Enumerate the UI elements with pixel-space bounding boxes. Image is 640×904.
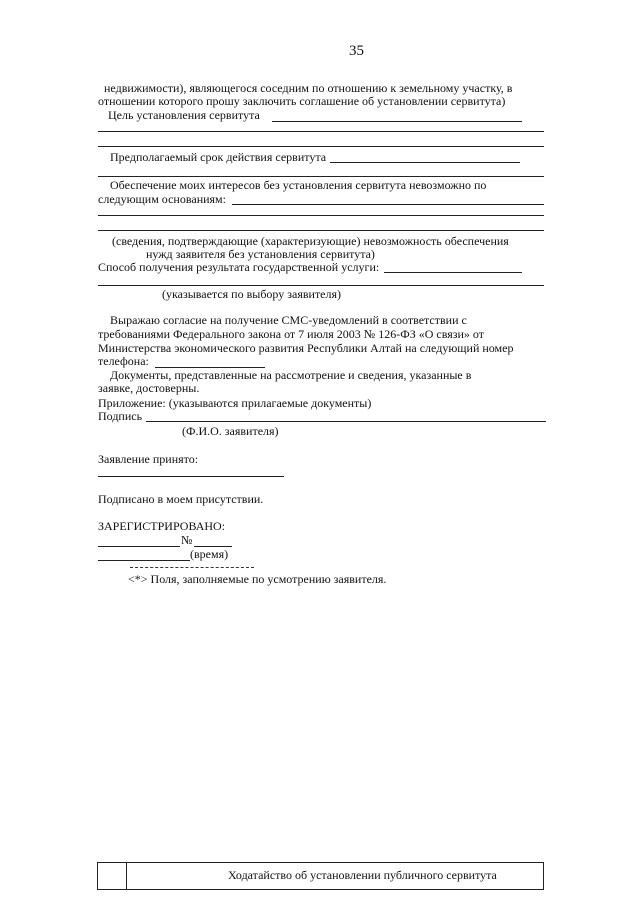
term-label: Предполагаемый срок действия сервитута xyxy=(110,150,327,164)
time-label: (время) xyxy=(190,547,229,561)
hint-text: нужд заявителя без установления сервитута) xyxy=(146,247,375,261)
registered-label: ЗАРЕГИСТРИРОВАНО: xyxy=(98,519,226,533)
grounds-field xyxy=(232,204,544,205)
purpose-field xyxy=(272,121,522,122)
date-field xyxy=(98,546,180,547)
attachment-line: Приложение: (указываются прилагаемые документы) xyxy=(98,396,372,410)
footnote: <*> Поля, заполняемые по усмотрению заявителя. xyxy=(128,572,387,586)
blank-line xyxy=(98,215,544,216)
paragraph-line: Документы, представленные на рассмотрение и сведения, указанные в xyxy=(110,368,472,382)
method-field xyxy=(384,272,522,273)
paragraph-line: требованиями Федерального закона от 7 июля 2003 № 126-ФЗ «О связи» от xyxy=(98,327,484,341)
number-sign: № xyxy=(181,533,193,547)
blank-line xyxy=(98,131,544,132)
paragraph-line: Министерства экономического развития Республики Алтай на следующий номер xyxy=(98,341,514,355)
blank-line xyxy=(98,285,544,286)
method-label: Способ получения результата государственной услуги: xyxy=(98,260,380,274)
page-number: 35 xyxy=(349,43,364,59)
blank-line xyxy=(98,176,544,177)
blank-line xyxy=(98,230,544,231)
paragraph-line: следующим основаниям: xyxy=(98,192,226,206)
signature-label: Подпись xyxy=(98,409,143,423)
accepted-field xyxy=(98,476,284,477)
footer-title: Ходатайство об установлении публичного сервитута xyxy=(228,868,497,882)
signature-field xyxy=(146,421,546,422)
blank-line xyxy=(98,146,544,147)
signed-presence: Подписано в моем присутствии. xyxy=(98,492,264,506)
purpose-label: Цель установления сервитута xyxy=(108,108,260,122)
term-field xyxy=(330,162,520,163)
hint-text: (сведения, подтверждающие (характеризующие) невозможность обеспечения xyxy=(112,234,509,248)
fio-hint: (Ф.И.О. заявителя) xyxy=(182,424,279,438)
footnote-separator xyxy=(130,567,254,568)
paragraph-line: отношении которого прошу заключить соглашение об установлении сервитута) xyxy=(98,94,506,108)
paragraph-line: недвижимости), являющегося соседним по отношению к земельному участку, в xyxy=(104,81,513,95)
accepted-label: Заявление принято: xyxy=(98,452,199,466)
footer-divider xyxy=(126,862,127,889)
hint-text: (указывается по выбору заявителя) xyxy=(162,287,342,301)
paragraph-line: Выражаю согласие на получение СМС-уведомлений в соответствии с xyxy=(110,313,467,327)
time-field xyxy=(98,560,190,561)
paragraph-line: телефона: xyxy=(98,354,149,368)
paragraph-line: заявке, достоверны. xyxy=(98,381,200,395)
paragraph-line: Обеспечение моих интересов без установления сервитута невозможно по xyxy=(110,178,487,192)
